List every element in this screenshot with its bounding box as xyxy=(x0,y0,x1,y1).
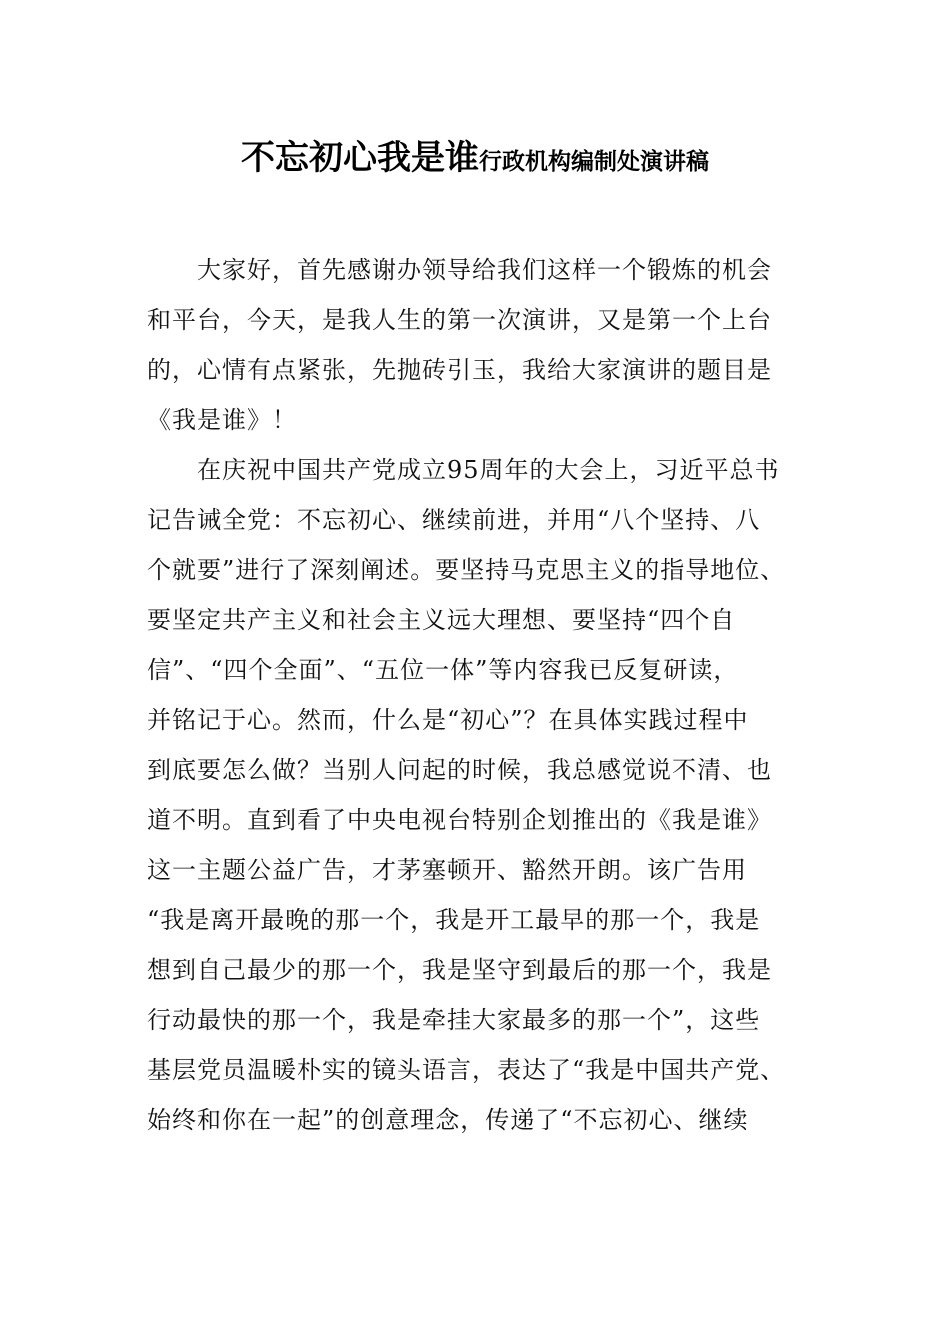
body-line: 《我是谁》！ xyxy=(147,406,297,434)
title-subtitle: 行政机构编制处演讲稿 xyxy=(479,149,709,175)
body-line: 始终和你在一起”的创意理念，传递了“不忘初心、继续 xyxy=(147,1106,749,1134)
body-line: 到底要怎么做？当别人问起的时候，我总感觉说不清、也 xyxy=(147,756,772,784)
body-line: 并铭记于心。然而，什么是“初心”？在具体实践过程中 xyxy=(147,706,749,734)
body-line: 在庆祝中国共产党成立95周年的大会上，习近平总书 xyxy=(147,456,780,484)
document-title xyxy=(0,130,950,179)
body-line: 个就要”进行了深刻阐述。要坚持马克思主义的指导地位、 xyxy=(147,556,786,584)
body-line: 行动最快的那一个，我是牵挂大家最多的那一个”，这些 xyxy=(147,1006,761,1034)
body-line: 基层党员温暖朴实的镜头语言，表达了“我是中国共产党、 xyxy=(147,1056,786,1084)
body-line: 和平台，今天，是我人生的第一次演讲，又是第一个上台 xyxy=(147,306,772,334)
body-line: 想到自己最少的那一个，我是坚守到最后的那一个，我是 xyxy=(147,956,772,984)
body-line: 信”、“四个全面”、“五位一体”等内容我已反复研读， xyxy=(147,656,739,684)
body-line: 要坚定共产主义和社会主义远大理想、要坚持“四个自 xyxy=(147,606,736,634)
title-main: 不忘初心我是谁 xyxy=(241,138,479,178)
body-line: 这一主题公益广告，才茅塞顿开、豁然开朗。该广告用 xyxy=(147,856,747,884)
body-line: 的，心情有点紧张，先抛砖引玉，我给大家演讲的题目是 xyxy=(147,356,772,384)
body-line: “我是离开最晚的那一个，我是开工最早的那一个，我是 xyxy=(147,906,761,934)
body-line: 道不明。直到看了中央电视台特别企划推出的《我是谁》 xyxy=(147,806,772,834)
body-line: 大家好，首先感谢办领导给我们这样一个锻炼的机会 xyxy=(147,256,772,284)
body-line: 记告诫全党：不忘初心、继续前进，并用“八个坚持、八 xyxy=(147,506,761,534)
